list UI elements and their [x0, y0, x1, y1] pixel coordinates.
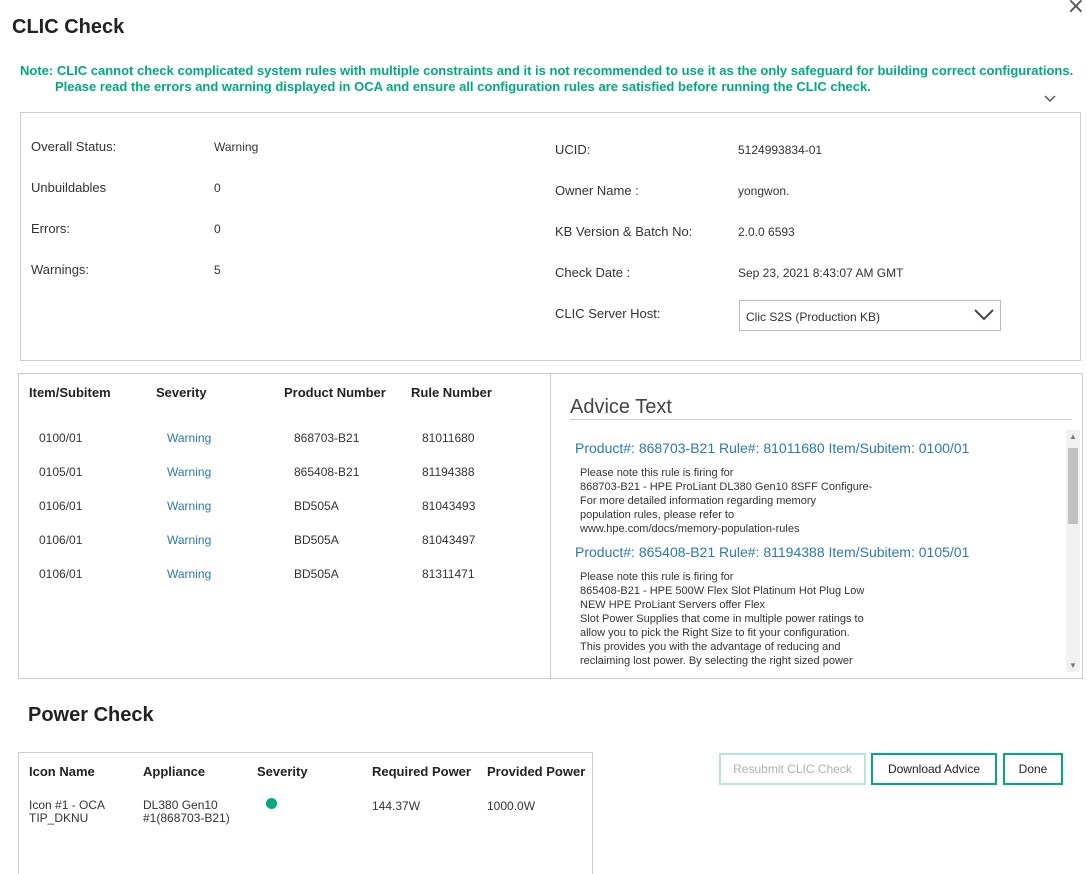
row-product: 868703-B21: [294, 431, 360, 445]
row-product: BD505A: [294, 533, 339, 547]
advice-line: 868703-B21 - HPE ProLiant DL380 Gen10 8SFF Configure-: [580, 481, 873, 493]
appliance-line: DL380 Gen10: [143, 798, 218, 812]
errors-label: Errors:: [31, 221, 70, 236]
scroll-down-icon[interactable]: ▼: [1069, 661, 1077, 670]
row-rule: 81011680: [422, 431, 475, 445]
dialog-title: CLIC Check: [12, 16, 125, 38]
row-rule: 81311471: [422, 567, 475, 581]
appliance-cell: [143, 799, 230, 825]
ucid-label: UCID:: [555, 142, 591, 157]
rules-panel: [18, 373, 1083, 679]
advice-line: allow you to pick the Right Size to fit your configuration.: [580, 627, 850, 639]
advice-line: population rules, please refer to: [580, 509, 735, 521]
row-item: 0100/01: [39, 431, 83, 445]
severity-status-dot: [266, 798, 277, 809]
note-line-2: Please read the errors and warning displayed in OCA and ensure all configuration rules are satisfied before running the CLIC check.: [55, 79, 871, 94]
advice-body: [580, 570, 910, 668]
advice-text-area[interactable]: [570, 430, 1082, 674]
scrollbar-thumb[interactable]: [1068, 448, 1078, 524]
row-product: BD505A: [294, 499, 339, 513]
close-icon[interactable]: ×: [1066, 0, 1085, 19]
col-item-subitem: Item/Subitem: [29, 385, 111, 400]
panel-divider: [550, 374, 551, 678]
row-rule: 81043497: [422, 533, 476, 547]
owner-label: Owner Name :: [555, 183, 639, 198]
kb-version-value: 2.0.0 6593: [738, 225, 795, 239]
advice-heading: Product#: 865408-B21 Rule#: 81194388 Item/Subitem: 0105/01: [575, 544, 970, 560]
ucid-value: 5124993834-01: [738, 143, 823, 157]
appliance-line: #1(868703-B21): [143, 811, 230, 825]
errors-value: 0: [214, 222, 221, 236]
severity-link[interactable]: Warning: [167, 465, 212, 479]
advice-body: [580, 466, 910, 536]
kb-version-label: KB Version & Batch No:: [555, 224, 693, 239]
chevron-down-icon[interactable]: [1043, 92, 1057, 106]
advice-line: Slot Power Supplies that come in multiple power ratings to: [580, 613, 864, 625]
resubmit-clic-check-button[interactable]: Resubmit CLIC Check: [719, 753, 866, 785]
warnings-value: 5: [214, 263, 221, 277]
severity-link[interactable]: Warning: [167, 431, 212, 445]
advice-line: 865408-B21 - HPE 500W Flex Slot Platinum Hot Plug Low: [580, 585, 865, 597]
row-item: 0106/01: [39, 567, 83, 581]
col-product-number: Product Number: [284, 385, 386, 400]
scroll-up-icon[interactable]: ▲: [1069, 432, 1077, 441]
summary-panel: [20, 112, 1081, 361]
server-host-value: Clic S2S (Production KB): [746, 310, 881, 324]
row-rule: 81043493: [422, 499, 476, 513]
row-item: 0105/01: [39, 465, 83, 479]
server-host-label: CLIC Server Host:: [555, 306, 661, 321]
advice-line: Please note this rule is firing for: [580, 467, 734, 479]
col-required-power: Required Power: [372, 764, 471, 779]
col-appliance: Appliance: [143, 764, 206, 779]
row-product: BD505A: [294, 567, 339, 581]
advice-scrollbar[interactable]: [1066, 430, 1080, 672]
severity-link[interactable]: Warning: [167, 499, 212, 513]
required-power-cell: 144.37W: [372, 799, 421, 813]
check-date-value: Sep 23, 2021 8:43:07 AM GMT: [738, 266, 904, 280]
icon-name-cell: [29, 799, 105, 825]
chevron-down-icon: [973, 307, 995, 323]
power-check-table: [18, 752, 593, 874]
unbuildables-label: Unbuildables: [31, 180, 107, 195]
note-text: [20, 63, 1080, 95]
advice-line: Please note this rule is firing for: [580, 571, 734, 583]
advice-title: Advice Text: [570, 396, 672, 418]
icon-name-line: Icon #1 - OCA: [29, 798, 106, 812]
advice-line: NEW HPE ProLiant Servers offer Flex: [580, 599, 766, 611]
overall-status-label: Overall Status:: [31, 139, 117, 154]
col-provided-power: Provided Power: [487, 764, 586, 779]
advice-line: For more detailed information regarding memory: [580, 495, 816, 507]
row-item: 0106/01: [39, 499, 83, 513]
row-product: 865408-B21: [294, 465, 360, 479]
advice-divider: [570, 419, 1072, 420]
download-advice-button[interactable]: Download Advice: [871, 753, 997, 785]
row-rule: 81194388: [422, 465, 475, 479]
done-button[interactable]: Done: [1003, 753, 1063, 785]
provided-power-cell: 1000.0W: [487, 799, 536, 813]
severity-link[interactable]: Warning: [167, 567, 212, 581]
warnings-label: Warnings:: [31, 262, 90, 277]
icon-name-line: TIP_DKNU: [29, 811, 89, 825]
unbuildables-value: 0: [214, 181, 221, 195]
check-date-label: Check Date :: [555, 265, 631, 280]
note-line-1: Note: CLIC cannot check complicated system rules with multiple constraints and it is not recommended to use it as the only safeguard for building correct configurations.: [20, 63, 1074, 78]
overall-status-value: Warning: [214, 140, 259, 154]
severity-link[interactable]: Warning: [167, 533, 212, 547]
power-check-title: Power Check: [28, 704, 154, 726]
row-item: 0106/01: [39, 533, 83, 547]
col-severity: Severity: [257, 764, 308, 779]
col-rule-number: Rule Number: [411, 385, 492, 400]
owner-value: yongwon.: [738, 184, 790, 198]
advice-line: This provides you with the advantage of reducing and: [580, 641, 841, 653]
advice-line: reclaiming lost power. By selecting the right sized power: [580, 655, 853, 667]
server-host-select[interactable]: [739, 300, 1001, 331]
col-icon-name: Icon Name: [29, 764, 95, 779]
col-severity: Severity: [156, 385, 207, 400]
advice-line: www.hpe.com/docs/memory-population-rules: [580, 523, 800, 535]
advice-heading: Product#: 868703-B21 Rule#: 81011680 Item/Subitem: 0100/01: [575, 440, 970, 456]
